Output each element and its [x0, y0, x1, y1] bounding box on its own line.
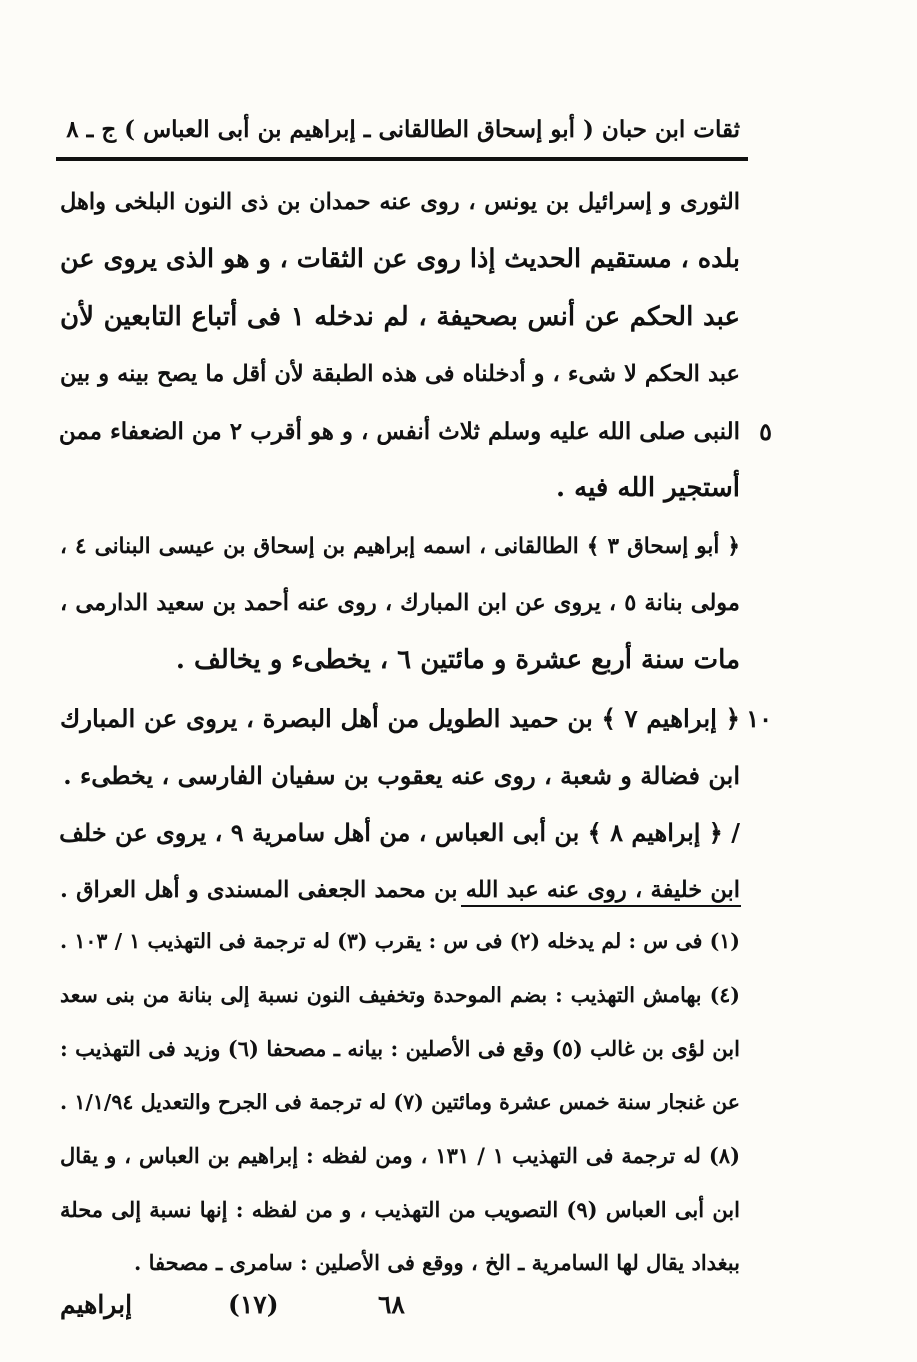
header-rule [56, 157, 748, 161]
footnote-line: (١) فى س : لم يدخله (٢) فى س : يقرب (٣) له ترجمة فى التهذيب ١ / ١٠٣ . [60, 929, 740, 953]
page-number: ٦٨ [378, 1290, 405, 1319]
text-line-content: عبد الحكم عن أنس بصحيفة ، لم ندخله ١ فى أتباع التابعين لأن [60, 301, 740, 332]
text-line [60, 174, 740, 231]
text-line-content: ﴿ أبو إسحاق ٣ ﴾ الطالقانى ، اسمه إبراهيم بن إسحاق بن عيسى البنانى ٤ ، [60, 533, 741, 559]
footnote-line: ابن أبى العباس (٩) التصويب من التهذيب ، و من لفظه : إنها نسبة إلى محلة [60, 1196, 740, 1222]
text-line [60, 632, 740, 689]
text-line [58, 403, 772, 460]
line-number: ٥ [759, 417, 772, 447]
signature-catchword: إبراهيم [60, 1290, 133, 1319]
text-line-content: ابن خليفة ، روى عنه عبد الله بن محمد الجعفى المسندى و أهل العراق . [60, 876, 740, 903]
text-line [60, 518, 740, 575]
footnotes [60, 915, 740, 1290]
text-line [60, 460, 740, 517]
text-line-content: ابن فضالة و شعبة ، روى عنه يعقوب بن سفيان الفارسى ، يخطىء . [63, 760, 740, 790]
footnote-line: ابن لؤى بن غالب (٥) وقع فى الأصلين : بيانه ـ مصحفا (٦) وزيد فى التهذيب : [60, 1036, 740, 1061]
text-line-content: مولى بنانة ٥ ، يروى عن ابن المبارك ، روى عنه أحمد بن سعيد الدارمى ، [60, 590, 740, 617]
text-line-content: أستجير الله فيه . [556, 473, 740, 504]
line-number: ١٠ [746, 703, 772, 733]
text-line-content: النبى صلى الله عليه وسلم ثلاث أنفس ، و هو أقرب ٢ من الضعفاء ممن [58, 418, 740, 446]
running-header: ثقات ابن حبان ( أبو إسحاق الطالقانى ـ إبراهيم بن أبى العباس ) ج ـ ٨ [66, 116, 740, 143]
text-line [60, 862, 740, 919]
text-line [60, 690, 772, 747]
footnote-line: ببغداد يقال لها السامرية ـ الخ ، ووقع فى الأصلين : سامرى ـ مصحفا . [134, 1250, 740, 1275]
text-line-content: مات سنة أربع عشرة و مائتين ٦ ، يخطىء و يخالف . [175, 645, 740, 676]
text-line [60, 346, 740, 403]
text-line-content: بلده ، مستقيم الحديث إذا روى عن الثقات ، و هو الذى يروى عن [60, 244, 740, 275]
text-line [60, 747, 740, 804]
text-line [60, 231, 740, 288]
text-line-content: عبد الحكم لا شىء ، و أدخلناه فى هذه الطبقة لأن أقل ما يصح بينه و بين [60, 360, 740, 387]
footnote-rule [461, 905, 741, 907]
text-line-content: ﴿ إبراهيم ٧ ﴾ بن حميد الطويل من أهل البصرة ، يروى عن المبارك [60, 703, 740, 733]
volume-mark: (١٧) [228, 1290, 279, 1319]
text-line-content: / ﴿ إبراهيم ٨ ﴾ بن أبى العباس ، من أهل سامرية ٩ ، يروى عن خلف [59, 818, 740, 848]
footnote-line: عن غنجار سنة خمس عشرة ومائتين (٧) له ترجمة فى الجرح والتعديل ١/١/٩٤ . [60, 1089, 740, 1114]
main-text [58, 174, 772, 919]
footnote-line: (٤) بهامش التهذيب : بضم الموحدة وتخفيف النون نسبة إلى بنانة من بنى سعد [60, 982, 740, 1007]
footnote-line: (٨) له ترجمة فى التهذيب ١ / ١٣١ ، ومن لفظه : إبراهيم بن العباس ، و يقال [60, 1143, 740, 1168]
text-line-content: الثورى و إسرائيل بن يونس ، روى عنه حمدان بن ذى النون البلخى واهل [60, 189, 740, 215]
text-line [60, 804, 740, 861]
text-line [60, 575, 740, 632]
text-line [60, 289, 740, 346]
